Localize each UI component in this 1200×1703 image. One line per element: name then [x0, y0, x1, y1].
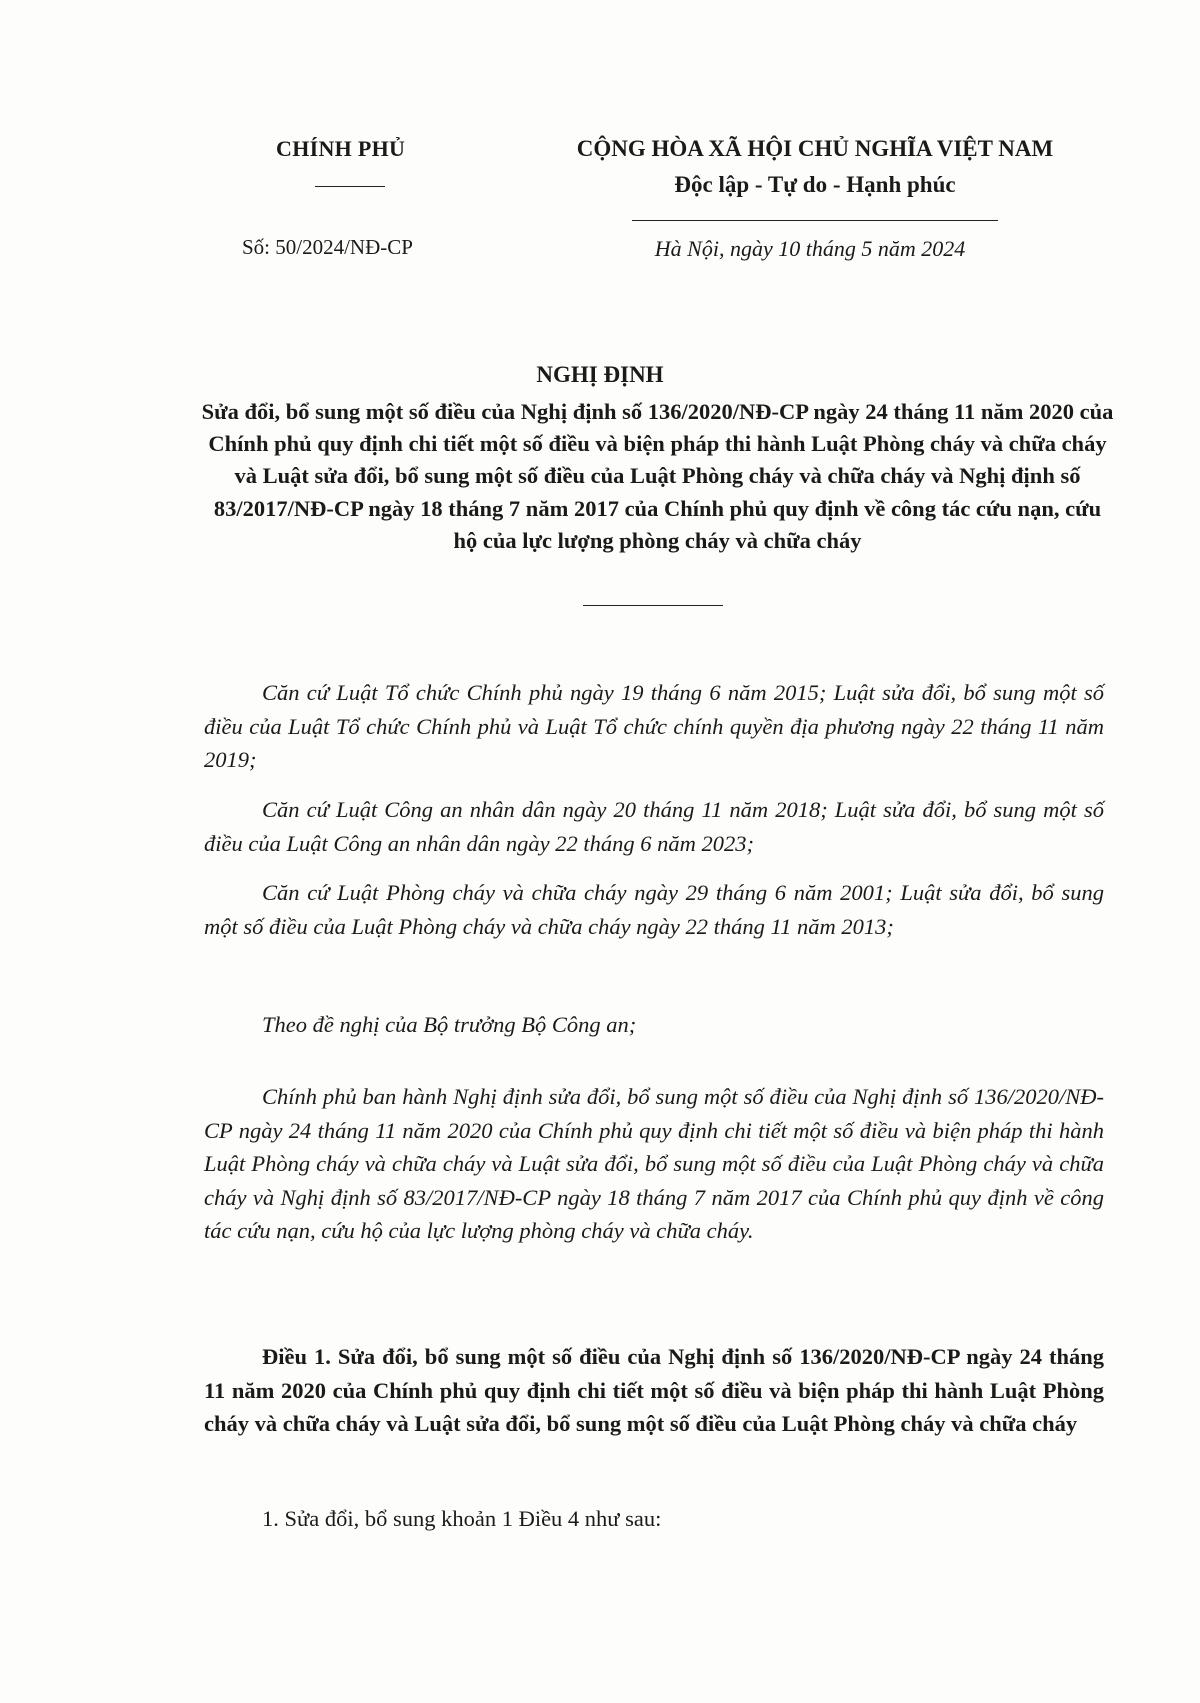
national-motto: Độc lập - Tự do - Hạnh phúc — [674, 172, 956, 197]
article-1-heading: Điều 1. Sửa đổi, bổ sung một số điều của Nghị định số 136/2020/NĐ-CP ngày 24 tháng 11 năm 2020 của Chính phủ quy định chi tiết một số điều và biện pháp thi hành Luật Phòng cháy và chữa cháy và Luật sửa đổi, bổ sung một số điều của Luật Phòng cháy và chữa cháy — [204, 1344, 1104, 1436]
issuing-organization: CHÍNH PHỦ — [276, 136, 406, 161]
preamble-paragraph: Chính phủ ban hành Nghị định sửa đổi, bổ sung một số điều của Nghị định số 136/2020/NĐ-CP ngày 24 tháng 11 năm 2020 của Chính phủ quy định chi tiết một số điều và biện pháp thi hành Luật Phòng cháy và chữa cháy và Luật sửa đổi, bổ sung một số điều của Luật Phòng cháy và chữa cháy và Nghị định số 83/2017/NĐ-CP ngày 18 tháng 7 năm 2017 của Chính phủ quy định về công tác cứu nạn, cứu hộ của lực lượng phòng cháy và chữa cháy. — [204, 1084, 1104, 1243]
organization-underline — [315, 186, 385, 187]
document-type-heading: NGHỊ ĐỊNH — [536, 362, 664, 387]
preamble-paragraph: Căn cứ Luật Công an nhân dân ngày 20 tháng 11 năm 2018; Luật sửa đổi, bổ sung một số điều của Luật Công an nhân dân ngày 22 tháng 6 năm 2023; — [204, 797, 1104, 856]
document-summary-title: Sửa đổi, bổ sung một số điều của Nghị định số 136/2020/NĐ-CP ngày 24 tháng 11 năm 2020 của Chính phủ quy định chi tiết một số điều và biện pháp thi hành Luật Phòng cháy và chữa cháy và Luật sửa đổi, bổ sung một số điều của Luật Phòng cháy và chữa cháy và Nghị định số 83/2017/NĐ-CP ngày 18 tháng 7 năm 2017 của Chính phủ quy định về công tác cứu nạn, cứu hộ của lực lượng phòng cháy và chữa cháy — [201, 399, 1114, 553]
title-underline — [583, 605, 723, 606]
preamble-paragraph: Căn cứ Luật Tổ chức Chính phủ ngày 19 tháng 6 năm 2015; Luật sửa đổi, bổ sung một số điều của Luật Tổ chức Chính phủ và Luật Tổ chức chính quyền địa phương ngày 22 tháng 11 năm 2019; — [204, 680, 1104, 772]
motto-underline — [632, 220, 998, 221]
document-number: Số: 50/2024/NĐ-CP — [242, 235, 413, 259]
national-title: CỘNG HÒA XÃ HỘI CHỦ NGHĨA VIỆT NAM — [576, 136, 1054, 161]
preamble-paragraph: Theo đề nghị của Bộ trưởng Bộ Công an; — [262, 1012, 637, 1037]
place-and-date: Hà Nội, ngày 10 tháng 5 năm 2024 — [654, 236, 966, 261]
article-1-clause-1: 1. Sửa đổi, bổ sung khoản 1 Điều 4 như sau: — [262, 1506, 662, 1531]
preamble-paragraph: Căn cứ Luật Phòng cháy và chữa cháy ngày 29 tháng 6 năm 2001; Luật sửa đổi, bổ sung một số điều của Luật Phòng cháy và chữa cháy ngày 22 tháng 11 năm 2013; — [204, 880, 1104, 939]
